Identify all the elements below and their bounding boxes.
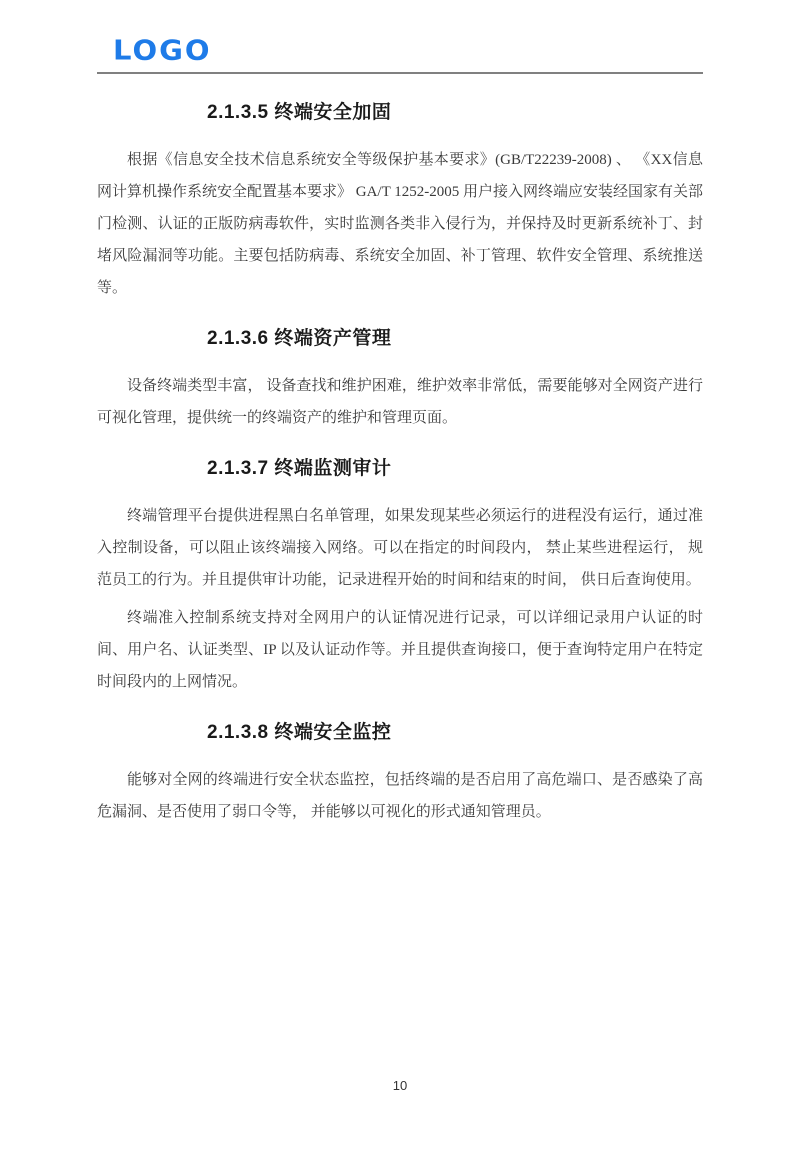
section-heading: 2.1.3.8 终端安全监控 (207, 722, 392, 743)
page-header (97, 34, 703, 74)
section-heading: 2.1.3.6 终端资产管理 (207, 328, 392, 349)
paragraph: 终端准入控制系统支持对全网用户的认证情况进行记录，可以详细记录用户认证的时间、用户名、认证类型、IP 以及认证动作等。并且提供查询接口，便于查询特定用户在特定时间段内的上网情况。 (97, 610, 703, 690)
logo: LOGO (113, 33, 212, 66)
section-terminal-security-hardening (97, 100, 703, 304)
document-content (0, 100, 800, 828)
section-heading: 2.1.3.7 终端监测审计 (207, 458, 392, 479)
section-terminal-security-monitoring (97, 720, 703, 828)
page-number: 10 (392, 1078, 408, 1093)
section-terminal-monitoring-audit (97, 456, 703, 698)
section-heading: 2.1.3.5 终端安全加固 (207, 102, 392, 123)
paragraph: 终端管理平台提供进程黑白名单管理，如果发现某些必须运行的进程没有运行，通过准入控制设备，可以阻止该终端接入网络。可以在指定的时间段内， 禁止某些进程运行， 规范员工的行为。并且提供审计功能，记录进程开始的时间和结束的时间， 供日后查询使用。 (97, 508, 703, 588)
paragraph: 能够对全网的终端进行安全状态监控，包括终端的是否启用了高危端口、是否感染了高危漏洞、是否使用了弱口令等， 并能够以可视化的形式通知管理员。 (97, 772, 703, 820)
section-terminal-asset-management (97, 326, 703, 434)
paragraph: 设备终端类型丰富， 设备查找和维护困难，维护效率非常低，需要能够对全网资产进行可视化管理，提供统一的终端资产的维护和管理页面。 (97, 378, 703, 426)
paragraph: 根据《信息安全技术信息系统安全等级保护基本要求》(GB/T22239-2008) 、 《XX信息网计算机操作系统安全配置基本要求》 GA/T 1252-2005 用户接入网终端应安装经国家有关部门检测、认证的正版防病毒软件，实时监测各类非入侵行为，并保持及时更新系统补丁、封堵风险漏洞等功能。主要包括防病毒、系统安全加固、补丁管理、软件安全管理、系统推送等。 (97, 152, 703, 296)
page-footer (0, 1078, 800, 1093)
